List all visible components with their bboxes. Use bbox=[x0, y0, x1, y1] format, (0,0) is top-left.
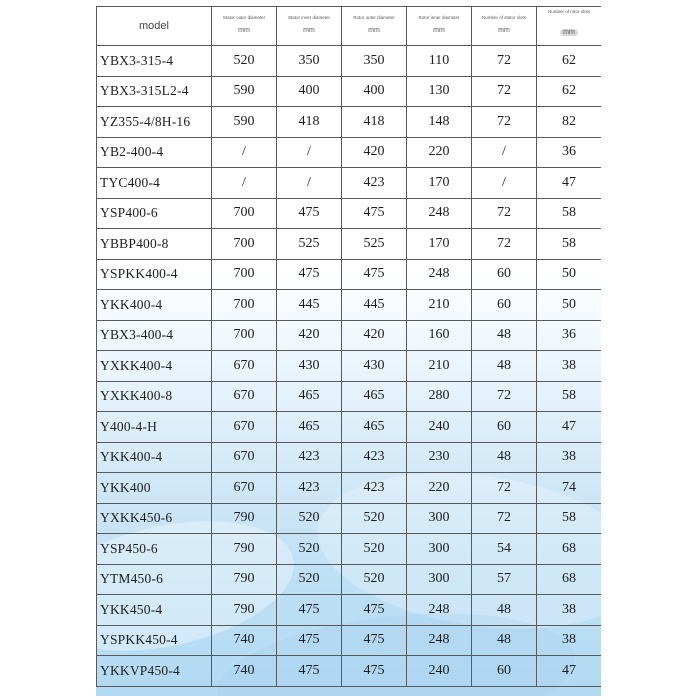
table-header bbox=[97, 7, 602, 46]
stator-outer-diameter-cell: 700 bbox=[212, 229, 277, 260]
stator-slots-cell: 57 bbox=[472, 564, 537, 595]
rotor-slots-cell: 62 bbox=[537, 46, 602, 77]
model-cell: YSP400-6 bbox=[97, 198, 212, 229]
rotor-inner-diameter-cell: 248 bbox=[407, 595, 472, 626]
rotor-inner-diameter-cell: 240 bbox=[407, 412, 472, 443]
header-stator-inner-diameter bbox=[277, 7, 342, 46]
header-rotor-inner-diameter bbox=[407, 7, 472, 46]
model-cell: YBX3-400-4 bbox=[97, 320, 212, 351]
stator-slots-cell: / bbox=[472, 168, 537, 199]
table-row bbox=[97, 351, 602, 382]
rotor-outer-diameter-cell: 445 bbox=[342, 290, 407, 321]
model-cell: YTM450-6 bbox=[97, 564, 212, 595]
stator-inner-diameter-cell: 423 bbox=[277, 442, 342, 473]
model-cell: YSP450-6 bbox=[97, 534, 212, 565]
rotor-slots-cell: 58 bbox=[537, 503, 602, 534]
rotor-outer-diameter-cell: 475 bbox=[342, 656, 407, 687]
rotor-outer-diameter-cell: 430 bbox=[342, 351, 407, 382]
stator-slots-cell: 72 bbox=[472, 107, 537, 138]
header-stator-outer-diameter bbox=[212, 7, 277, 46]
header-unit: mm bbox=[433, 26, 445, 34]
stator-slots-cell: 48 bbox=[472, 625, 537, 656]
rotor-slots-cell: 36 bbox=[537, 137, 602, 168]
stator-slots-cell: 72 bbox=[472, 198, 537, 229]
model-cell: Y400-4-H bbox=[97, 412, 212, 443]
table-row bbox=[97, 473, 602, 504]
stator-inner-diameter-cell: 520 bbox=[277, 534, 342, 565]
rotor-outer-diameter-cell: 520 bbox=[342, 503, 407, 534]
rotor-slots-cell: 38 bbox=[537, 625, 602, 656]
rotor-inner-diameter-cell: 148 bbox=[407, 107, 472, 138]
rotor-inner-diameter-cell: 240 bbox=[407, 656, 472, 687]
model-cell: YXKK450-6 bbox=[97, 503, 212, 534]
stator-inner-diameter-cell: 465 bbox=[277, 381, 342, 412]
model-cell: YB2-400-4 bbox=[97, 137, 212, 168]
rotor-inner-diameter-cell: 300 bbox=[407, 564, 472, 595]
stator-outer-diameter-cell: / bbox=[212, 137, 277, 168]
stator-slots-cell: 72 bbox=[472, 381, 537, 412]
rotor-slots-cell: 38 bbox=[537, 442, 602, 473]
rotor-slots-cell: 38 bbox=[537, 351, 602, 382]
header-label: Number of stator slots bbox=[481, 14, 526, 20]
table-row bbox=[97, 412, 602, 443]
rotor-outer-diameter-cell: 475 bbox=[342, 259, 407, 290]
table-row bbox=[97, 503, 602, 534]
rotor-slots-cell: 74 bbox=[537, 473, 602, 504]
rotor-slots-cell: 58 bbox=[537, 381, 602, 412]
rotor-inner-diameter-cell: 210 bbox=[407, 290, 472, 321]
spec-table-container bbox=[96, 6, 601, 696]
stator-inner-diameter-cell: 350 bbox=[277, 46, 342, 77]
stator-outer-diameter-cell: 590 bbox=[212, 107, 277, 138]
rotor-outer-diameter-cell: 418 bbox=[342, 107, 407, 138]
stator-inner-diameter-cell: 423 bbox=[277, 473, 342, 504]
rotor-outer-diameter-cell: 520 bbox=[342, 564, 407, 595]
model-cell: YXKK400-4 bbox=[97, 351, 212, 382]
table-row bbox=[97, 46, 602, 77]
stator-outer-diameter-cell: 700 bbox=[212, 198, 277, 229]
rotor-inner-diameter-cell: 170 bbox=[407, 168, 472, 199]
header-unit: mm bbox=[368, 26, 380, 34]
model-cell: YKK400 bbox=[97, 473, 212, 504]
header-stator-slots bbox=[472, 7, 537, 46]
rotor-inner-diameter-cell: 230 bbox=[407, 442, 472, 473]
table-row bbox=[97, 656, 602, 687]
rotor-outer-diameter-cell: 525 bbox=[342, 229, 407, 260]
stator-inner-diameter-cell: 465 bbox=[277, 412, 342, 443]
stator-slots-cell: 48 bbox=[472, 320, 537, 351]
stator-slots-cell: 72 bbox=[472, 229, 537, 260]
model-cell: YBX3-315L2-4 bbox=[97, 76, 212, 107]
table-row bbox=[97, 137, 602, 168]
model-cell: YXKK400-8 bbox=[97, 381, 212, 412]
table-row bbox=[97, 168, 602, 199]
stator-slots-cell: 48 bbox=[472, 442, 537, 473]
model-cell: YBX3-315-4 bbox=[97, 46, 212, 77]
rotor-inner-diameter-cell: 280 bbox=[407, 381, 472, 412]
model-cell: YZ355-4/8H-16 bbox=[97, 107, 212, 138]
stator-slots-cell: / bbox=[472, 137, 537, 168]
stator-inner-diameter-cell: 430 bbox=[277, 351, 342, 382]
rotor-slots-cell: 58 bbox=[537, 198, 602, 229]
header-rotor-slots bbox=[537, 7, 602, 46]
stator-inner-diameter-cell: 420 bbox=[277, 320, 342, 351]
stator-inner-diameter-cell: 475 bbox=[277, 595, 342, 626]
rotor-outer-diameter-cell: 475 bbox=[342, 198, 407, 229]
stator-slots-cell: 60 bbox=[472, 259, 537, 290]
rotor-slots-cell: 68 bbox=[537, 534, 602, 565]
stator-slots-cell: 72 bbox=[472, 76, 537, 107]
rotor-outer-diameter-cell: 475 bbox=[342, 595, 407, 626]
table-row bbox=[97, 229, 602, 260]
stator-inner-diameter-cell: 475 bbox=[277, 656, 342, 687]
rotor-outer-diameter-cell: 420 bbox=[342, 137, 407, 168]
stator-outer-diameter-cell: 670 bbox=[212, 442, 277, 473]
header-rotor-outer-diameter bbox=[342, 7, 407, 46]
table-row bbox=[97, 534, 602, 565]
stator-outer-diameter-cell: 700 bbox=[212, 290, 277, 321]
rotor-outer-diameter-cell: 465 bbox=[342, 412, 407, 443]
stator-slots-cell: 60 bbox=[472, 290, 537, 321]
model-cell: YKK400-4 bbox=[97, 290, 212, 321]
stator-outer-diameter-cell: 790 bbox=[212, 503, 277, 534]
motor-spec-table bbox=[96, 6, 601, 687]
stator-outer-diameter-cell: 590 bbox=[212, 76, 277, 107]
rotor-slots-cell: 50 bbox=[537, 290, 602, 321]
table-body bbox=[97, 46, 602, 687]
table-row bbox=[97, 198, 602, 229]
rotor-outer-diameter-cell: 465 bbox=[342, 381, 407, 412]
table-row bbox=[97, 625, 602, 656]
model-cell: TYC400-4 bbox=[97, 168, 212, 199]
rotor-inner-diameter-cell: 220 bbox=[407, 137, 472, 168]
rotor-slots-cell: 68 bbox=[537, 564, 602, 595]
rotor-inner-diameter-cell: 170 bbox=[407, 229, 472, 260]
table-row bbox=[97, 76, 602, 107]
stator-slots-cell: 48 bbox=[472, 351, 537, 382]
model-cell: YBBP400-8 bbox=[97, 229, 212, 260]
rotor-outer-diameter-cell: 400 bbox=[342, 76, 407, 107]
stator-inner-diameter-cell: / bbox=[277, 168, 342, 199]
stator-inner-diameter-cell: 400 bbox=[277, 76, 342, 107]
stator-outer-diameter-cell: 700 bbox=[212, 320, 277, 351]
rotor-slots-cell: 47 bbox=[537, 168, 602, 199]
header-label: Stator inner diameter bbox=[287, 14, 331, 20]
header-model: model bbox=[97, 7, 212, 46]
stator-slots-cell: 72 bbox=[472, 503, 537, 534]
rotor-inner-diameter-cell: 210 bbox=[407, 351, 472, 382]
stator-outer-diameter-cell: 670 bbox=[212, 351, 277, 382]
rotor-outer-diameter-cell: 475 bbox=[342, 625, 407, 656]
header-label: Rotor inner diameter bbox=[418, 14, 460, 20]
rotor-slots-cell: 62 bbox=[537, 76, 602, 107]
rotor-slots-cell: 58 bbox=[537, 229, 602, 260]
table-row bbox=[97, 320, 602, 351]
stator-slots-cell: 48 bbox=[472, 595, 537, 626]
model-cell: YKK400-4 bbox=[97, 442, 212, 473]
rotor-slots-cell: 47 bbox=[537, 412, 602, 443]
table-row bbox=[97, 595, 602, 626]
header-label: Number of rotor slots bbox=[547, 9, 590, 14]
stator-outer-diameter-cell: 520 bbox=[212, 46, 277, 77]
rotor-inner-diameter-cell: 220 bbox=[407, 473, 472, 504]
header-unit: mm bbox=[303, 26, 315, 34]
stator-inner-diameter-cell: 475 bbox=[277, 198, 342, 229]
rotor-outer-diameter-cell: 423 bbox=[342, 442, 407, 473]
rotor-inner-diameter-cell: 300 bbox=[407, 534, 472, 565]
stator-inner-diameter-cell: 445 bbox=[277, 290, 342, 321]
rotor-inner-diameter-cell: 248 bbox=[407, 259, 472, 290]
table-row bbox=[97, 442, 602, 473]
model-cell: YKK450-4 bbox=[97, 595, 212, 626]
stator-slots-cell: 72 bbox=[472, 473, 537, 504]
rotor-outer-diameter-cell: 520 bbox=[342, 534, 407, 565]
rotor-slots-cell: 82 bbox=[537, 107, 602, 138]
rotor-inner-diameter-cell: 248 bbox=[407, 625, 472, 656]
stator-outer-diameter-cell: 790 bbox=[212, 564, 277, 595]
header-unit: mm bbox=[560, 29, 578, 36]
rotor-outer-diameter-cell: 350 bbox=[342, 46, 407, 77]
stator-slots-cell: 54 bbox=[472, 534, 537, 565]
stator-inner-diameter-cell: / bbox=[277, 137, 342, 168]
stator-inner-diameter-cell: 525 bbox=[277, 229, 342, 260]
header-label: Rotor outer diameter bbox=[353, 14, 395, 20]
header-unit: mm bbox=[498, 26, 510, 34]
stator-slots-cell: 72 bbox=[472, 46, 537, 77]
rotor-slots-cell: 36 bbox=[537, 320, 602, 351]
stator-inner-diameter-cell: 475 bbox=[277, 625, 342, 656]
rotor-inner-diameter-cell: 248 bbox=[407, 198, 472, 229]
stator-outer-diameter-cell: 790 bbox=[212, 595, 277, 626]
table-row bbox=[97, 381, 602, 412]
header-label: Stator outer diameter bbox=[222, 14, 266, 20]
rotor-inner-diameter-cell: 130 bbox=[407, 76, 472, 107]
table-row bbox=[97, 564, 602, 595]
rotor-outer-diameter-cell: 423 bbox=[342, 168, 407, 199]
rotor-inner-diameter-cell: 300 bbox=[407, 503, 472, 534]
stator-outer-diameter-cell: 700 bbox=[212, 259, 277, 290]
stator-outer-diameter-cell: 740 bbox=[212, 625, 277, 656]
stator-outer-diameter-cell: 670 bbox=[212, 381, 277, 412]
rotor-slots-cell: 38 bbox=[537, 595, 602, 626]
rotor-outer-diameter-cell: 420 bbox=[342, 320, 407, 351]
model-cell: YKKVP450-4 bbox=[97, 656, 212, 687]
stator-inner-diameter-cell: 520 bbox=[277, 503, 342, 534]
stator-inner-diameter-cell: 475 bbox=[277, 259, 342, 290]
stator-outer-diameter-cell: / bbox=[212, 168, 277, 199]
stator-outer-diameter-cell: 670 bbox=[212, 412, 277, 443]
stator-inner-diameter-cell: 520 bbox=[277, 564, 342, 595]
rotor-slots-cell: 47 bbox=[537, 656, 602, 687]
stator-outer-diameter-cell: 740 bbox=[212, 656, 277, 687]
stator-slots-cell: 60 bbox=[472, 656, 537, 687]
header-unit: mm bbox=[238, 26, 250, 34]
rotor-outer-diameter-cell: 423 bbox=[342, 473, 407, 504]
model-cell: YSPKK450-4 bbox=[97, 625, 212, 656]
table-row bbox=[97, 107, 602, 138]
rotor-inner-diameter-cell: 110 bbox=[407, 46, 472, 77]
stator-inner-diameter-cell: 418 bbox=[277, 107, 342, 138]
stator-outer-diameter-cell: 790 bbox=[212, 534, 277, 565]
model-cell: YSPKK400-4 bbox=[97, 259, 212, 290]
table-row bbox=[97, 259, 602, 290]
stator-slots-cell: 60 bbox=[472, 412, 537, 443]
rotor-slots-cell: 50 bbox=[537, 259, 602, 290]
table-row bbox=[97, 290, 602, 321]
stator-outer-diameter-cell: 670 bbox=[212, 473, 277, 504]
rotor-inner-diameter-cell: 160 bbox=[407, 320, 472, 351]
header-row bbox=[97, 7, 602, 46]
